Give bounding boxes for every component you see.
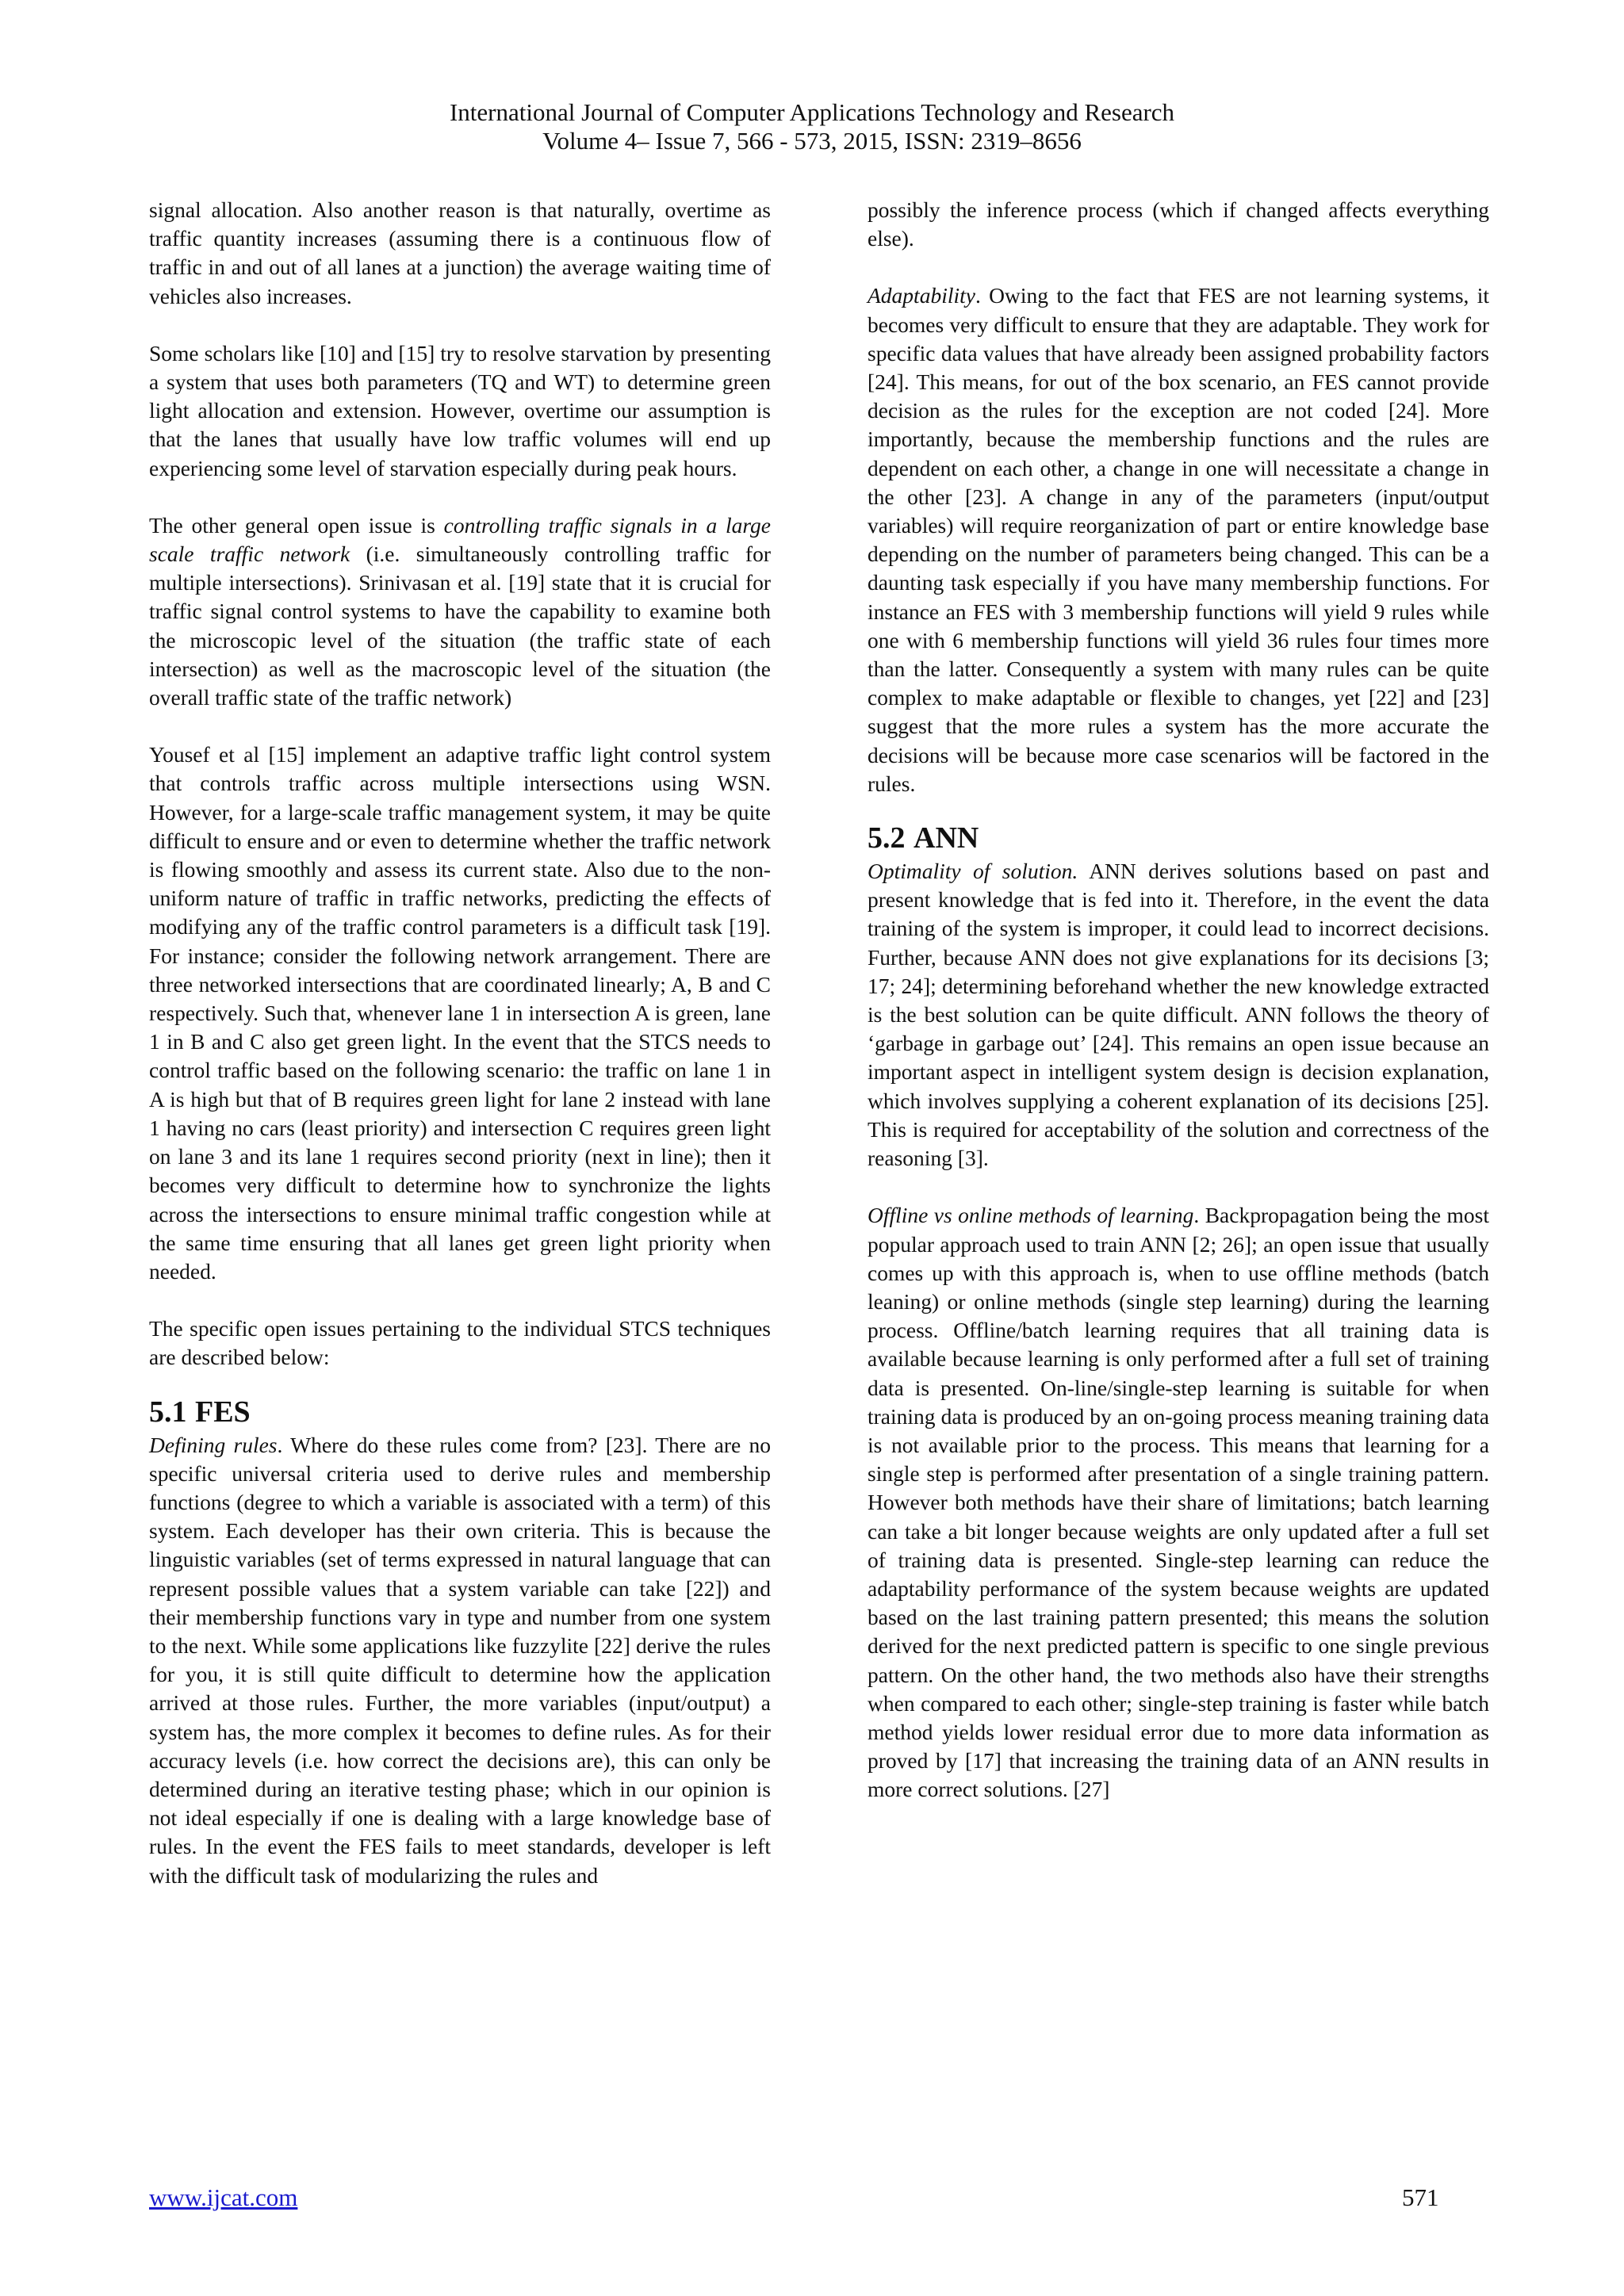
paragraph: Defining rules. Where do these rules come from? [23]. There are no specific universal criteria used to derive rules and membership functions (degree to which a variable is associated with a term) of this system. Each developer has their own criteria. This is because the linguistic variables (set of terms expressed in natural language that can represent possible values that a system variable can take [22]) and their membership functions vary in type and number from one system to the next. While some applications like fuzzylite [22] derive the rules for you, it is still quite difficult to determine how the application arrived at those rules. Further, the more variables (input/output) a system has, the more complex it becomes to define rules. As for their accuracy levels (i.e. how correct the decisions are), this can only be determined during an iterative testing phase; which in our opinion is not ideal especially if one is dealing with a large knowledge base of rules. In the event the FES fails to meet standards, developer is left with the difficult task of modularizing the rules and <box>149 1432 771 1888</box>
emphasis: Adaptability <box>868 283 975 308</box>
paragraph: Adaptability. Owing to the fact that FES are not learning systems, it becomes very difficult to ensure that they are adaptable. They work for specific data values that have already been assigned probability factors [24]. This means, for out of the box scenario, an FES cannot provide decision as the rules for the exception are not coded [24]. More importantly, because the membership functions and the rules are dependent on each other, a change in one will necessitate a change in the other [23]. A change in any of the parameters (input/output variables) will require reorganization of part or entire knowledge base depending on the number of parameters being changed. This can be a daunting task especially if you have many membership functions. For instance an FES with 3 membership functions will yield 9 rules while one with 6 membership functions will yield 36 rules four times more than the latter. Consequently a system with many rules can be quite complex to make adaptable or flexible to changes, yet [22] and [23] suggest that the more rules a system has the more accurate the decisions will be because more case scenarios will be factored in the rules. <box>868 283 1489 796</box>
emphasis: Offline vs online methods of learning <box>868 1203 1194 1228</box>
emphasis: Optimality of solution. <box>868 859 1078 884</box>
section-heading-5-1: 5.1 FES <box>149 1395 251 1429</box>
right-column <box>868 196 1489 1804</box>
paragraph: The specific open issues pertaining to the individual STCS techniques are described below: <box>149 1316 771 1370</box>
journal-title: International Journal of Computer Applications Technology and Research <box>449 98 1175 126</box>
journal-website-link[interactable]: www.ijcat.com <box>149 2183 298 2211</box>
journal-volume: Volume 4– Issue 7, 566 - 573, 2015, ISSN: 2319–8656 <box>542 127 1082 155</box>
left-column <box>149 196 771 1890</box>
paragraph: signal allocation. Also another reason is that naturally, overtime as traffic quantity increases (assuming there is a continuous flow of traffic in and out of all lanes at a junction) the average waiting time of vehicles also increases. <box>149 197 771 308</box>
paragraph: Optimality of solution. ANN derives solutions based on past and present knowledge that is fed into it. Therefore, in the event the data training of the system is improper, it could lead to incorrect decisions. Further, because ANN does not give explanations for its decisions [3; 17; 24]; determining beforehand whether the new knowledge extracted is the best solution can be quite difficult. ANN follows the theory of ‘garbage in garbage out’ [24]. This remains an open issue because an important aspect in intelligent system design is decision explanation, which involves supplying a coherent explanation of its decisions [25]. This is required for acceptability of the solution and correctness of the reasoning [3]. <box>868 859 1489 1171</box>
emphasis: Defining rules <box>149 1432 278 1457</box>
paragraph: Yousef et al [15] implement an adaptive traffic light control system that controls traffic across multiple intersections using WSN. However, for a large-scale traffic management system, it may be quite difficult to ensure and or even to determine whether the traffic network is flowing smoothly and assess its current state. Also due to the non-uniform nature of traffic in traffic networks, predicting the effects of modifying any of the traffic control parameters is a difficult task [19]. For instance; consider the following network arrangement. There are three networked intersections that are coordinated linearly; A, B and C respectively. Such that, whenever lane 1 in intersection A is green, lane 1 in B and C also get green light. In the event that the STCS needs to control traffic based on the following scenario: the traffic on lane 1 in A is high but that of B requires green light for lane 2 instead with lane 1 having no cars (least priority) and intersection C requires green light on lane 3 and its lane 1 requires second priority (next in line); then it becomes very difficult to determine how to synchronize the lights across the intersections to ensure minimal traffic congestion while at the same time ensuring that all lanes get green light priority when needed. <box>149 742 771 1284</box>
journal-header <box>0 98 1624 155</box>
paragraph: Offline vs online methods of learning. Backpropagation being the most popular approach used to train ANN [2; 26]; an open issue that usually comes up with this approach is, when to use offline methods (batch leaning) or online methods (single step learning) during the learning process. Offline/batch learning requires that all training data is available because learning is only performed after a full set of training data is presented. On-line/single-step learning is suitable for when training data is produced by an on-going process meaning training data is not available prior to the process. This means that learning for a single step is performed after presentation of a single training pattern. However both methods have their share of limitations; batch learning can take a bit longer because weights are only updated after a full set of training data is presented. Single-step learning can reduce the adaptability performance of the system because weights are updated based on the last training pattern presented; this means the solution derived for the next predicted pattern is specific to one single previous pattern. On the other hand, the two methods also have their strengths when compared to each other; single-step training is faster while batch method yields lower residual error due to more data information as proved by [17] that increasing the training data of an ANN results in more correct solutions. [27] <box>868 1203 1489 1802</box>
page-number: 571 <box>1402 2183 1439 2211</box>
emphasis: controlling traffic signals in a large scale traffic network <box>149 512 771 567</box>
section-heading-5-2: 5.2 ANN <box>868 821 979 855</box>
paragraph: The other general open issue is controlling traffic signals in a large scale traffic network (i.e. simultaneously controlling traffic for multiple intersections). Srinivasan et al. [19] state that it is crucial for traffic signal control systems to have the capability to examine both the microscopic level of the situation (the traffic state of each intersection) as well as the macroscopic level of the situation (the overall traffic state of the traffic network) <box>149 512 771 710</box>
paragraph: possibly the inference process (which if changed affects everything else). <box>868 197 1489 251</box>
paragraph: Some scholars like [10] and [15] try to resolve starvation by presenting a system that uses both parameters (TQ and WT) to determine green light allocation and extension. However, overtime our assumption is that the lanes that usually have low traffic volumes will end up experiencing some level of starvation especially during peak hours. <box>149 340 771 480</box>
